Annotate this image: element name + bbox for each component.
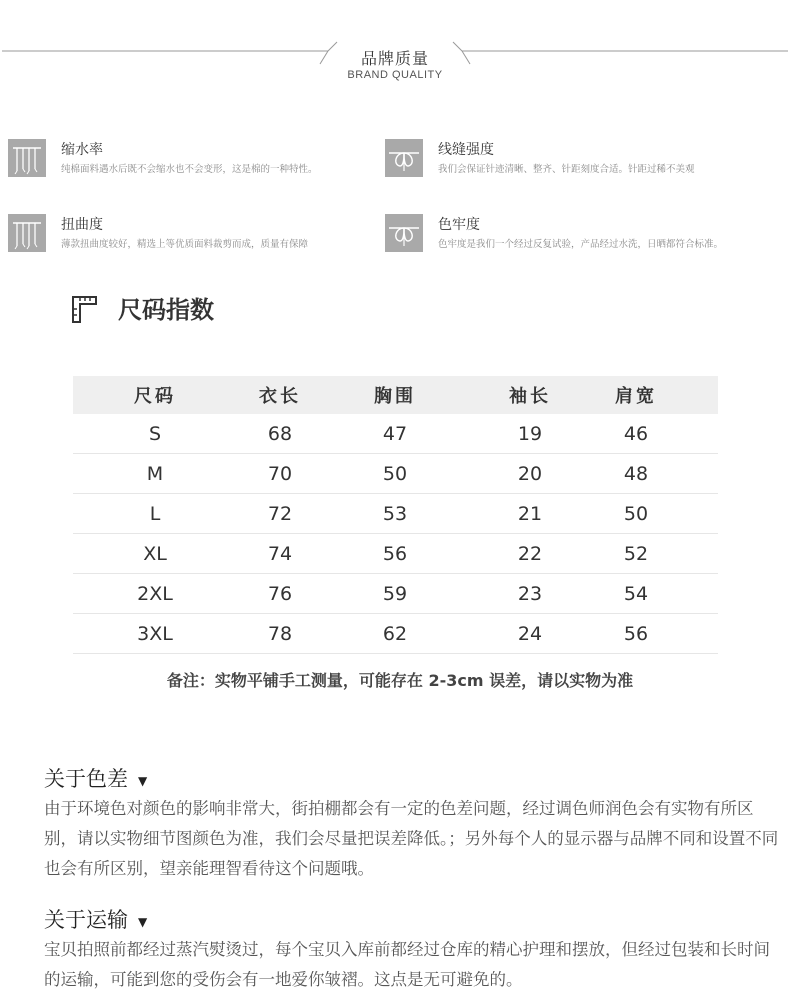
table-row (73, 414, 718, 454)
cell-size: 3XL (137, 622, 173, 645)
size-table-note: 备注：实物平铺手工测量，可能存在 2-3cm 误差，请以实物为准 (166, 671, 634, 690)
cell-length: 68 (267, 422, 293, 445)
cell-sleeve: 21 (517, 502, 543, 525)
thread-icon (8, 139, 46, 177)
cell-chest: 59 (382, 582, 408, 605)
feature-twist (8, 214, 388, 256)
size-table (73, 376, 718, 654)
seam-icon (385, 139, 423, 177)
table-row (73, 494, 718, 534)
brand-quality-title: 品牌质量 (360, 49, 429, 68)
cell-length: 76 (267, 582, 293, 605)
cell-size: M (146, 462, 164, 485)
table-row (73, 454, 718, 494)
cell-size: S (148, 422, 162, 445)
cell-length: 74 (267, 542, 293, 565)
ruler-icon (70, 294, 100, 324)
feature-title: 扭曲度 (61, 217, 103, 233)
cell-chest: 53 (382, 502, 408, 525)
shipping-body: 宝贝拍照前都经过蒸汽熨烫过，每个宝贝入库前都经过仓库的精心护理和摆放，但经过包装和长时间的运输，可能到您的受伤会有一地爱你皱褶。这点是无可避免的。 (44, 940, 770, 989)
feature-title: 线缝强度 (438, 142, 494, 158)
cell-shoulder: 54 (623, 582, 649, 605)
cell-chest: 56 (382, 542, 408, 565)
feature-title: 色牢度 (438, 217, 480, 233)
triangle-down-icon: ▼ (138, 774, 148, 788)
brand-quality-header (0, 40, 790, 90)
cell-size: 2XL (137, 582, 173, 605)
feature-description: 薄款扭曲度较好，精选上等优质面料裁剪而成，质量有保障 (61, 239, 309, 250)
feature-description: 色牢度是我们一个经过反复试验，产品经过水洗，日晒都符合标准。 (438, 239, 724, 250)
cell-shoulder: 46 (623, 422, 649, 445)
cell-shoulder: 56 (623, 622, 649, 645)
cell-sleeve: 19 (517, 422, 543, 445)
section-heading (44, 762, 784, 794)
feature-title: 缩水率 (61, 142, 103, 158)
section-heading (44, 903, 784, 935)
cell-size: L (149, 502, 161, 525)
header-chest: 胸围 (374, 386, 416, 407)
shipping-section (44, 903, 784, 995)
cell-shoulder: 52 (623, 542, 649, 565)
header-shoulder: 肩宽 (615, 386, 657, 407)
cell-length: 70 (267, 462, 293, 485)
table-row (73, 534, 718, 574)
size-index-title: 尺码指数 (118, 296, 214, 324)
cell-sleeve: 20 (517, 462, 543, 485)
cell-length: 78 (267, 622, 293, 645)
cell-chest: 62 (382, 622, 408, 645)
color-difference-body: 由于环境色对颜色的影响非常大，街拍棚都会有一定的色差问题，经过调色师润色会有实物有所区别，请以实物细节图颜色为准，我们会尽量把误差降低。；另外每个人的显示器与品牌不同和设置不同也会有所区别，望亲能理智看待这个问题哦。 (44, 799, 779, 878)
cell-shoulder: 48 (623, 462, 649, 485)
cell-sleeve: 24 (517, 622, 543, 645)
cell-sleeve: 23 (517, 582, 543, 605)
feature-seam-strength (385, 139, 765, 181)
header-sleeve: 袖长 (509, 386, 551, 407)
cell-length: 72 (267, 502, 293, 525)
table-row (73, 614, 718, 654)
cell-size: XL (143, 542, 167, 565)
seam-icon (385, 214, 423, 252)
header-size: 尺码 (134, 386, 176, 407)
feature-description: 我们会保证针迹清晰、整齐、针距刻度合适。针距过稀不美观 (438, 164, 695, 175)
cell-chest: 47 (382, 422, 408, 445)
brand-quality-subtitle: BRAND QUALITY (347, 69, 443, 81)
header-length: 衣长 (259, 386, 301, 407)
feature-color-fastness (385, 214, 765, 256)
shipping-title: 关于运输 (44, 908, 128, 932)
color-difference-title: 关于色差 (44, 767, 128, 791)
thread-icon (8, 214, 46, 252)
triangle-down-icon: ▼ (138, 915, 148, 929)
table-header-row (73, 376, 718, 414)
cell-chest: 50 (382, 462, 408, 485)
color-difference-section (44, 762, 784, 884)
cell-sleeve: 22 (517, 542, 543, 565)
feature-description: 纯棉面料遇水后既不会缩水也不会变形，这是棉的一种特性。 (61, 164, 318, 175)
feature-shrinkage (8, 139, 388, 181)
cell-shoulder: 50 (623, 502, 649, 525)
table-row (73, 574, 718, 614)
